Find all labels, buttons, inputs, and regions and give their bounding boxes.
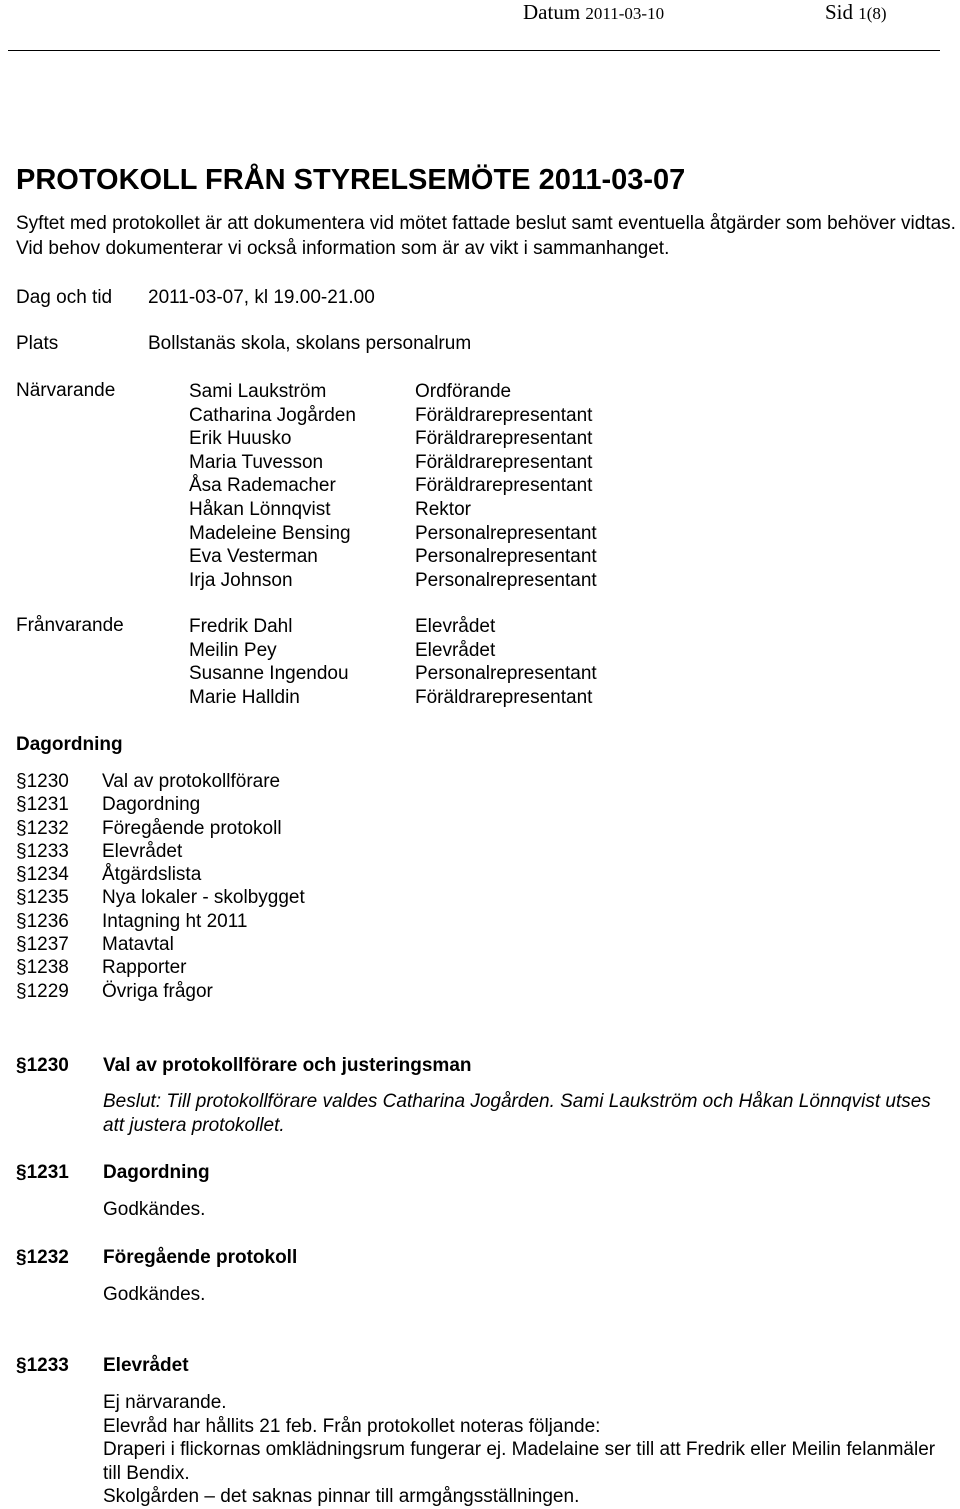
agenda-item (16, 817, 305, 840)
agenda-item (16, 863, 305, 886)
document-title: PROTOKOLL FRÅN STYRELSEMÖTE 2011-03-07 (16, 164, 686, 196)
agenda-list (16, 770, 305, 1003)
attendee-name: Madeleine Bensing (189, 522, 351, 544)
time-label: Dag och tid (16, 287, 113, 308)
agenda-item-number: §1238 (16, 957, 69, 979)
attendee-role: Föräldrarepresentant (415, 451, 593, 473)
place-label: Plats (16, 333, 59, 354)
section-text: Godkändes. (103, 1284, 206, 1305)
agenda-item-text: Dagordning (102, 794, 201, 816)
agenda-item-text: Föregående protokoll (102, 817, 282, 839)
agenda-item-text: Nya lokaler - skolbygget (102, 887, 305, 909)
attendee-role: Föräldrarepresentant (415, 428, 593, 450)
section-title: Dagordning (103, 1162, 210, 1183)
agenda-item-number: §1237 (16, 934, 69, 956)
agenda-item-text: Elevrådet (102, 840, 183, 862)
agenda-item (16, 886, 305, 909)
header-date-label: Datum (523, 0, 581, 24)
absent-roles (415, 615, 597, 709)
attendee-role: Personalrepresentant (415, 522, 597, 544)
agenda-item-text: Rapporter (102, 957, 187, 979)
agenda-item (16, 910, 305, 933)
present-roles (415, 380, 597, 592)
absent-label: Frånvarande (16, 615, 124, 636)
agenda-item-number: §1235 (16, 887, 69, 909)
attendee-name: Catharina Jogården (189, 404, 356, 426)
agenda-item (16, 956, 305, 979)
section-number: §1230 (16, 1055, 69, 1076)
section-title: Föregående protokoll (103, 1247, 298, 1268)
intro-paragraph: Syftet med protokollet är att dokumentera vid mötet fattade beslut samt eventuella åtgärder som behöver vidtas. Vid behov dokumenterar vi också information som är av vikt i sammanhanget. (16, 213, 956, 259)
header-divider (8, 50, 940, 51)
section-line: Draperi i flickornas omklädningsrum fungerar ej. Madelaine ser till att Fredrik eller Meilin felanmäler till Bendix. (103, 1439, 936, 1484)
attendee-name: Eva Vesterman (189, 546, 318, 568)
section-title: Elevrådet (103, 1355, 189, 1376)
absentee-name: Meilin Pey (189, 639, 277, 661)
absentee-role: Elevrådet (415, 616, 496, 637)
agenda-item (16, 770, 305, 793)
agenda-item-number: §1236 (16, 910, 69, 932)
present-names (189, 380, 356, 592)
attendee-name: Irja Johnson (189, 569, 293, 591)
header-page-value: 1(8) (858, 4, 887, 23)
absentee-name: Marie Halldin (189, 686, 300, 708)
agenda-item-number: §1232 (16, 817, 69, 839)
absentee-role: Föräldrarepresentant (415, 686, 593, 708)
attendee-name: Maria Tuvesson (189, 451, 324, 473)
attendee-role: Personalrepresentant (415, 546, 597, 568)
agenda-item (16, 840, 305, 863)
header-page (825, 0, 887, 24)
attendee-name: Sami Laukström (189, 381, 327, 402)
attendee-name: Håkan Lönnqvist (189, 498, 331, 520)
absentee-role: Personalrepresentant (415, 663, 597, 685)
header-date-value: 2011-03-10 (585, 4, 665, 23)
section-line: Ej närvarande. (103, 1392, 227, 1413)
attendee-role: Ordförande (415, 381, 512, 402)
place-value: Bollstanäs skola, skolans personalrum (148, 333, 472, 354)
attendee-name: Erik Huusko (189, 428, 292, 450)
agenda-item-text: Intagning ht 2011 (102, 910, 248, 932)
section-line: Elevråd har hållits 21 feb. Från protokollet noteras följande: (103, 1415, 601, 1437)
section-number: §1232 (16, 1247, 69, 1268)
attendee-role: Föräldrarepresentant (415, 475, 593, 497)
header-date (523, 0, 664, 24)
absentee-role: Elevrådet (415, 639, 496, 661)
absentee-name: Fredrik Dahl (189, 616, 293, 637)
section-number: §1231 (16, 1162, 69, 1183)
section-line: Skolgården – det saknas pinnar till armgångsställningen. (103, 1486, 580, 1507)
attendee-name: Åsa Rademacher (189, 475, 336, 497)
agenda-item (16, 980, 305, 1003)
agenda-item-number: §1231 (16, 794, 69, 816)
section-text: Godkändes. (103, 1199, 206, 1220)
agenda-item (16, 933, 305, 956)
agenda-item-text: Matavtal (102, 934, 174, 956)
agenda-item-text: Val av protokollförare (102, 771, 281, 792)
present-label: Närvarande (16, 380, 116, 401)
agenda-item (16, 793, 305, 816)
absentee-name: Susanne Ingendou (189, 663, 349, 685)
section-number: §1233 (16, 1355, 69, 1376)
attendee-role: Personalrepresentant (415, 569, 597, 591)
agenda-item-number: §1233 (16, 840, 69, 862)
agenda-item-text: Övriga frågor (102, 980, 213, 1002)
agenda-item-number: §1234 (16, 864, 69, 886)
attendee-role: Rektor (415, 498, 471, 520)
agenda-item-number: §1230 (16, 771, 69, 792)
attendee-role: Föräldrarepresentant (415, 404, 593, 426)
absent-names (189, 615, 349, 709)
section-title: Val av protokollförare och justeringsman (103, 1055, 472, 1076)
agenda-title: Dagordning (16, 734, 123, 755)
section-body (103, 1391, 953, 1509)
agenda-item-text: Åtgärdslista (102, 864, 202, 886)
time-value: 2011-03-07, kl 19.00-21.00 (148, 287, 375, 308)
agenda-item-number: §1229 (16, 980, 69, 1002)
section-decision: Beslut: Till protokollförare valdes Catharina Jogården. Sami Laukström och Håkan Lönnqvist utses att justera protokollet. (103, 1091, 931, 1136)
header-page-label: Sid (825, 0, 854, 24)
